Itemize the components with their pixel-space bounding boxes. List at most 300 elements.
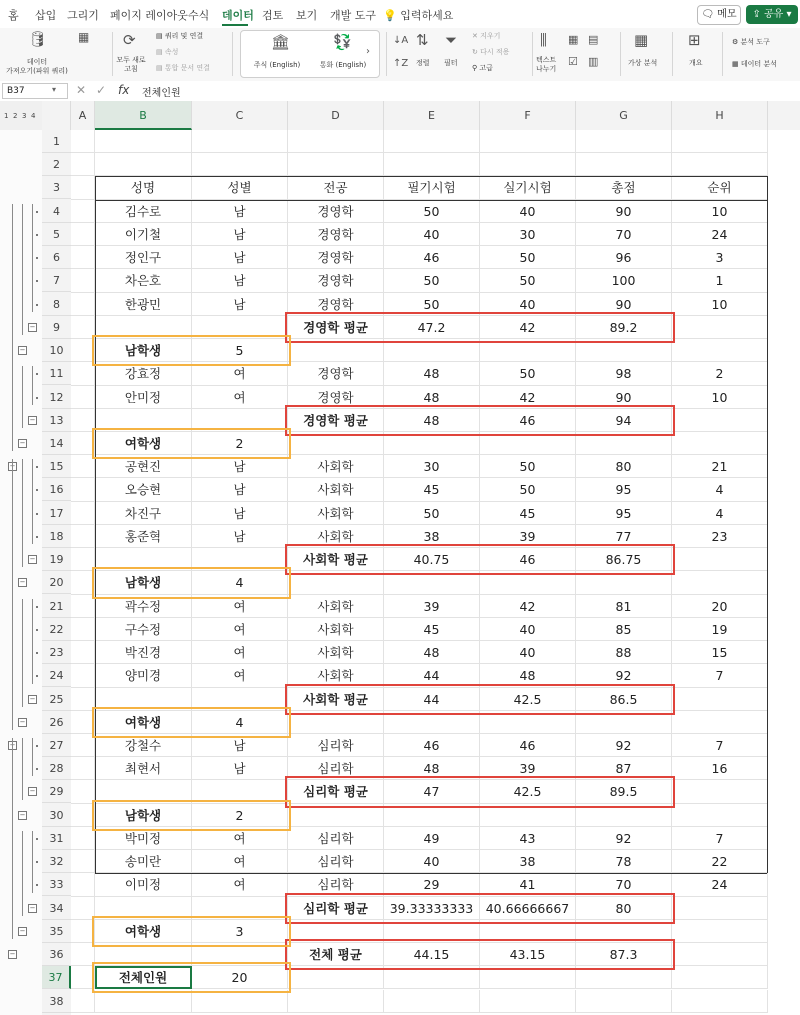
cell-f33[interactable]: 41	[480, 873, 576, 896]
cell-d5[interactable]: 경영학	[288, 223, 384, 246]
cell-d12[interactable]: 경영학	[288, 386, 384, 409]
cell-h2[interactable]	[672, 153, 768, 176]
check-icon[interactable]: ✓	[96, 83, 107, 97]
cell-b15[interactable]: 공현진	[95, 455, 192, 478]
get-data-label[interactable]: 데이터 가져오기(파워 쿼리)	[6, 58, 68, 75]
formula-input[interactable]: 전체인원	[142, 88, 181, 99]
cell-f23[interactable]: 40	[480, 641, 576, 664]
collapse-icon[interactable]: −	[19, 926, 26, 935]
cell-d2[interactable]	[288, 153, 384, 176]
menu-page-layout[interactable]: 페이지 레이아웃	[110, 9, 188, 22]
sort-za-icon[interactable]: ↑Z	[393, 58, 409, 69]
currency-icon[interactable]: 💱	[333, 33, 352, 51]
row-header[interactable]: 18	[42, 525, 71, 548]
row-header[interactable]: 27	[42, 734, 71, 757]
cell-h16[interactable]: 4	[672, 478, 768, 501]
cell-g2[interactable]	[576, 153, 672, 176]
cell-h7[interactable]: 1	[672, 269, 768, 292]
cell-c35[interactable]: 3	[192, 920, 288, 943]
cell-h10[interactable]	[672, 339, 768, 362]
row-header[interactable]: 11	[42, 362, 71, 385]
cell-c7[interactable]: 남	[192, 269, 288, 292]
cell-a28[interactable]	[71, 757, 95, 780]
cell-h14[interactable]	[672, 432, 768, 455]
cell-h29[interactable]	[672, 780, 768, 803]
collapse-icon[interactable]: −	[29, 787, 36, 796]
row-header[interactable]: 36	[42, 943, 71, 966]
collapse-icon[interactable]: −	[9, 462, 16, 471]
cell-f28[interactable]: 39	[480, 757, 576, 780]
cell-d24[interactable]: 사회학	[288, 664, 384, 687]
cell-a1[interactable]	[71, 130, 95, 153]
column-header-c[interactable]: C	[192, 101, 288, 130]
cell-h9[interactable]	[672, 316, 768, 339]
fx-icon[interactable]: fx	[118, 83, 130, 97]
cell-h37[interactable]	[672, 966, 768, 989]
sort-az-icon[interactable]: ↓A	[393, 35, 409, 46]
cell-f25[interactable]: 42.5	[480, 688, 576, 711]
cell-h6[interactable]: 3	[672, 246, 768, 269]
column-header-e[interactable]: E	[384, 101, 480, 130]
cell-c14[interactable]: 2	[192, 432, 288, 455]
cell-d33[interactable]: 심리학	[288, 873, 384, 896]
cell-f16[interactable]: 50	[480, 478, 576, 501]
outline-icon[interactable]: ⊞	[688, 31, 701, 49]
memo-button[interactable]: 🗨 메모	[697, 5, 741, 25]
cell-e38[interactable]	[384, 990, 480, 1013]
cell-d27[interactable]: 심리학	[288, 734, 384, 757]
cell-c21[interactable]: 여	[192, 595, 288, 618]
clear-filter[interactable]: ✕ 지우기	[472, 32, 501, 40]
column-header-a[interactable]: A	[71, 101, 95, 130]
collapse-icon[interactable]: −	[29, 322, 36, 331]
cell-e24[interactable]: 44	[384, 664, 480, 687]
cell-c3[interactable]: 성별	[192, 176, 288, 199]
outline-level-3[interactable]: 3	[22, 112, 27, 120]
cell-c23[interactable]: 여	[192, 641, 288, 664]
cell-d32[interactable]: 심리학	[288, 850, 384, 873]
collapse-icon[interactable]: −	[29, 415, 36, 424]
cell-d25[interactable]: 사회학 평균	[288, 688, 384, 711]
cell-g29[interactable]: 89.5	[576, 780, 672, 803]
menu-developer[interactable]: 개발 도구	[330, 9, 377, 22]
chevron-down-icon[interactable]: ▾	[52, 85, 57, 94]
cell-g9[interactable]: 89.2	[576, 316, 672, 339]
row-header[interactable]: 9	[42, 316, 71, 339]
sort-icon[interactable]: ⇅	[416, 31, 429, 49]
row-header[interactable]: 17	[42, 502, 71, 525]
column-header-h[interactable]: H	[672, 101, 768, 130]
column-header-b[interactable]: B	[95, 101, 192, 130]
cell-a17[interactable]	[71, 502, 95, 525]
cell-c6[interactable]: 남	[192, 246, 288, 269]
cell-f8[interactable]: 40	[480, 293, 576, 316]
cell-c2[interactable]	[192, 153, 288, 176]
cell-e4[interactable]: 50	[384, 200, 480, 223]
cell-e28[interactable]: 48	[384, 757, 480, 780]
collapse-icon[interactable]: −	[19, 578, 26, 587]
cell-c5[interactable]: 남	[192, 223, 288, 246]
cell-d22[interactable]: 사회학	[288, 618, 384, 641]
bank-icon[interactable]: 🏛	[271, 33, 291, 51]
cell-d11[interactable]: 경영학	[288, 362, 384, 385]
cell-f31[interactable]: 43	[480, 827, 576, 850]
cell-c1[interactable]	[192, 130, 288, 153]
cell-a4[interactable]	[71, 200, 95, 223]
cell-h34[interactable]	[672, 897, 768, 920]
cell-g36[interactable]: 87.3	[576, 943, 672, 966]
cell-h19[interactable]	[672, 548, 768, 571]
cell-b17[interactable]: 차진구	[95, 502, 192, 525]
cell-b7[interactable]: 차은호	[95, 269, 192, 292]
what-if-icon[interactable]: ▦	[634, 31, 649, 49]
cell-d21[interactable]: 사회학	[288, 595, 384, 618]
cell-h20[interactable]	[672, 571, 768, 594]
cell-h36[interactable]	[672, 943, 768, 966]
cell-e29[interactable]: 47	[384, 780, 480, 803]
row-header[interactable]: 24	[42, 664, 71, 687]
cell-g25[interactable]: 86.5	[576, 688, 672, 711]
cell-b30[interactable]: 남학생	[95, 804, 192, 827]
cell-f21[interactable]: 42	[480, 595, 576, 618]
row-header[interactable]: 8	[42, 293, 71, 316]
cell-e1[interactable]	[384, 130, 480, 153]
cell-f34[interactable]: 40.66666667	[480, 897, 576, 920]
cell-d23[interactable]: 사회학	[288, 641, 384, 664]
cell-g5[interactable]: 70	[576, 223, 672, 246]
cell-c8[interactable]: 남	[192, 293, 288, 316]
cell-d19[interactable]: 사회학 평균	[288, 548, 384, 571]
cell-g22[interactable]: 85	[576, 618, 672, 641]
cell-h5[interactable]: 24	[672, 223, 768, 246]
cell-f13[interactable]: 46	[480, 409, 576, 432]
cell-f24[interactable]: 48	[480, 664, 576, 687]
cell-h23[interactable]: 15	[672, 641, 768, 664]
cell-b16[interactable]: 오승현	[95, 478, 192, 501]
cell-b8[interactable]: 한광민	[95, 293, 192, 316]
cell-f29[interactable]: 42.5	[480, 780, 576, 803]
cell-g16[interactable]: 95	[576, 478, 672, 501]
cell-g4[interactable]: 90	[576, 200, 672, 223]
cell-g28[interactable]: 87	[576, 757, 672, 780]
cell-d31[interactable]: 심리학	[288, 827, 384, 850]
outline-level-2[interactable]: 2	[13, 112, 18, 120]
cell-d28[interactable]: 심리학	[288, 757, 384, 780]
refresh-icon[interactable]: ⟳	[123, 31, 136, 49]
cell-g34[interactable]: 80	[576, 897, 672, 920]
menu-home[interactable]: 홈	[8, 9, 19, 22]
cell-g18[interactable]: 77	[576, 525, 672, 548]
cell-e27[interactable]: 46	[384, 734, 480, 757]
cell-h35[interactable]	[672, 920, 768, 943]
cell-h12[interactable]: 10	[672, 386, 768, 409]
row-header[interactable]: 2	[42, 153, 71, 176]
cell-f18[interactable]: 39	[480, 525, 576, 548]
cell-b27[interactable]: 강철수	[95, 734, 192, 757]
cell-e2[interactable]	[384, 153, 480, 176]
text-to-columns-label[interactable]: 텍스트 나누기	[536, 56, 557, 73]
cell-b12[interactable]: 안미정	[95, 386, 192, 409]
edit-links[interactable]: ▤ 통합 문서 연결	[156, 64, 210, 72]
cell-e15[interactable]: 30	[384, 455, 480, 478]
cell-b18[interactable]: 홍준혁	[95, 525, 192, 548]
cell-c20[interactable]: 4	[192, 571, 288, 594]
cell-d34[interactable]: 심리학 평균	[288, 897, 384, 920]
cell-c11[interactable]: 여	[192, 362, 288, 385]
cell-h32[interactable]: 22	[672, 850, 768, 873]
row-header[interactable]: 20	[42, 571, 71, 594]
cell-c16[interactable]: 남	[192, 478, 288, 501]
cell-b20[interactable]: 남학생	[95, 571, 192, 594]
cell-g7[interactable]: 100	[576, 269, 672, 292]
row-header[interactable]: 7	[42, 269, 71, 292]
cell-f17[interactable]: 45	[480, 502, 576, 525]
menu-view[interactable]: 보기	[296, 9, 318, 22]
what-if-label[interactable]: 가상 분석	[628, 59, 658, 67]
share-button[interactable]: ⇪ 공유 ▾	[746, 5, 798, 24]
cell-d38[interactable]	[288, 990, 384, 1013]
cell-h4[interactable]: 10	[672, 200, 768, 223]
cell-h11[interactable]: 2	[672, 362, 768, 385]
cell-d1[interactable]	[288, 130, 384, 153]
collapse-icon[interactable]: −	[29, 555, 36, 564]
cell-c4[interactable]: 남	[192, 200, 288, 223]
cell-c30[interactable]: 2	[192, 804, 288, 827]
name-box[interactable]: B37	[2, 83, 68, 99]
cell-e18[interactable]: 38	[384, 525, 480, 548]
collapse-icon[interactable]: −	[29, 903, 36, 912]
text-to-columns-icon[interactable]: ⫼	[540, 31, 547, 49]
stocks-type[interactable]: 주식 (English)	[253, 61, 301, 69]
cell-d29[interactable]: 심리학 평균	[288, 780, 384, 803]
cell-g23[interactable]: 88	[576, 641, 672, 664]
cell-b2[interactable]	[95, 153, 192, 176]
cell-e19[interactable]: 40.75	[384, 548, 480, 571]
cell-h38[interactable]	[672, 990, 768, 1013]
cell-a5[interactable]	[71, 223, 95, 246]
row-header[interactable]: 12	[42, 386, 71, 409]
cell-a7[interactable]	[71, 269, 95, 292]
cell-g15[interactable]: 80	[576, 455, 672, 478]
queries-connections[interactable]: ▤ 쿼리 및 연결	[156, 32, 204, 40]
cell-f36[interactable]: 43.15	[480, 943, 576, 966]
cell-c24[interactable]: 여	[192, 664, 288, 687]
cell-g11[interactable]: 98	[576, 362, 672, 385]
filter-label[interactable]: 필터	[444, 59, 458, 67]
cell-c31[interactable]: 여	[192, 827, 288, 850]
row-header[interactable]: 22	[42, 618, 71, 641]
cell-e9[interactable]: 47.2	[384, 316, 480, 339]
cell-g8[interactable]: 90	[576, 293, 672, 316]
cell-h31[interactable]: 7	[672, 827, 768, 850]
cell-d6[interactable]: 경영학	[288, 246, 384, 269]
cell-c22[interactable]: 여	[192, 618, 288, 641]
cell-g32[interactable]: 78	[576, 850, 672, 873]
row-header[interactable]: 6	[42, 246, 71, 269]
cell-f7[interactable]: 50	[480, 269, 576, 292]
cell-e23[interactable]: 48	[384, 641, 480, 664]
cell-b24[interactable]: 양미경	[95, 664, 192, 687]
column-header-g[interactable]: G	[576, 101, 672, 130]
cell-h30[interactable]	[672, 804, 768, 827]
row-header[interactable]: 28	[42, 757, 71, 780]
tell-me-box[interactable]: 💡 입력하세요	[383, 9, 454, 22]
cell-b22[interactable]: 구수정	[95, 618, 192, 641]
cell-d9[interactable]: 경영학 평균	[288, 316, 384, 339]
cell-d15[interactable]: 사회학	[288, 455, 384, 478]
collapse-icon[interactable]: −	[9, 950, 16, 959]
row-header[interactable]: 32	[42, 850, 71, 873]
cell-g31[interactable]: 92	[576, 827, 672, 850]
chevron-right-icon[interactable]: ›	[366, 46, 370, 57]
cell-g12[interactable]: 90	[576, 386, 672, 409]
cell-c10[interactable]: 5	[192, 339, 288, 362]
cell-e7[interactable]: 50	[384, 269, 480, 292]
cell-d8[interactable]: 경영학	[288, 293, 384, 316]
collapse-icon[interactable]: −	[29, 694, 36, 703]
sort-label[interactable]: 정렬	[416, 59, 430, 67]
row-header[interactable]: 26	[42, 711, 71, 734]
row-header[interactable]: 21	[42, 595, 71, 618]
cell-g6[interactable]: 96	[576, 246, 672, 269]
cell-h28[interactable]: 16	[672, 757, 768, 780]
cell-c28[interactable]: 남	[192, 757, 288, 780]
row-header[interactable]: 16	[42, 478, 71, 501]
cell-b35[interactable]: 여학생	[95, 920, 192, 943]
row-header[interactable]: 33	[42, 873, 71, 896]
column-header-d[interactable]: D	[288, 101, 384, 130]
cell-d4[interactable]: 경영학	[288, 200, 384, 223]
row-header[interactable]: 19	[42, 548, 71, 571]
cell-c32[interactable]: 여	[192, 850, 288, 873]
cell-e25[interactable]: 44	[384, 688, 480, 711]
database-icon[interactable]: 🛢	[28, 30, 48, 48]
cell-b3[interactable]: 성명	[95, 176, 192, 199]
row-header[interactable]: 15	[42, 455, 71, 478]
cell-g1[interactable]	[576, 130, 672, 153]
menu-data[interactable]: 데이터	[222, 9, 254, 22]
cell-e31[interactable]: 49	[384, 827, 480, 850]
cell-h8[interactable]: 10	[672, 293, 768, 316]
cell-g19[interactable]: 86.75	[576, 548, 672, 571]
row-header[interactable]: 37	[42, 966, 71, 989]
cell-f11[interactable]: 50	[480, 362, 576, 385]
outline-level-4[interactable]: 4	[31, 112, 36, 120]
table-icon[interactable]: ▦	[78, 30, 90, 44]
refresh-all-label[interactable]: 모두 새로 고침	[116, 56, 146, 73]
cell-a3[interactable]	[71, 176, 95, 199]
cell-e11[interactable]: 48	[384, 362, 480, 385]
menu-draw[interactable]: 그리기	[67, 9, 99, 22]
outline-level-1[interactable]: 1	[4, 112, 9, 120]
collapse-icon[interactable]: −	[19, 346, 26, 355]
reapply-filter[interactable]: ↻ 다시 적용	[472, 48, 510, 56]
cell-e13[interactable]: 48	[384, 409, 480, 432]
cell-a16[interactable]	[71, 478, 95, 501]
outline-label[interactable]: 개요	[689, 59, 703, 67]
cell-e34[interactable]: 39.33333333	[384, 897, 480, 920]
cell-g38[interactable]	[576, 990, 672, 1013]
row-header[interactable]: 31	[42, 827, 71, 850]
advanced-filter[interactable]: ⚲ 고급	[472, 64, 493, 72]
row-header[interactable]: 1	[42, 130, 71, 153]
cancel-icon[interactable]: ✕	[76, 83, 87, 97]
menu-review[interactable]: 검토	[262, 9, 284, 22]
cell-h25[interactable]	[672, 688, 768, 711]
cell-b33[interactable]: 이미정	[95, 873, 192, 896]
cell-d17[interactable]: 사회학	[288, 502, 384, 525]
cell-a8[interactable]	[71, 293, 95, 316]
cell-a33[interactable]	[71, 873, 95, 896]
cell-h21[interactable]: 20	[672, 595, 768, 618]
row-header[interactable]: 5	[42, 223, 71, 246]
cell-b1[interactable]	[95, 130, 192, 153]
cell-b21[interactable]: 곽수정	[95, 595, 192, 618]
cell-b31[interactable]: 박미정	[95, 827, 192, 850]
row-header[interactable]: 38	[42, 990, 71, 1013]
cell-c17[interactable]: 남	[192, 502, 288, 525]
row-header[interactable]: 13	[42, 409, 71, 432]
cell-b6[interactable]: 정인구	[95, 246, 192, 269]
cell-b23[interactable]: 박진경	[95, 641, 192, 664]
cell-b37[interactable]: 전체인원	[95, 966, 192, 989]
cell-f27[interactable]: 46	[480, 734, 576, 757]
cell-a22[interactable]	[71, 618, 95, 641]
cell-h26[interactable]	[672, 711, 768, 734]
cell-d7[interactable]: 경영학	[288, 269, 384, 292]
row-header[interactable]: 25	[42, 688, 71, 711]
cell-f9[interactable]: 42	[480, 316, 576, 339]
cell-g24[interactable]: 92	[576, 664, 672, 687]
cell-b11[interactable]: 강효정	[95, 362, 192, 385]
currency-type[interactable]: 통화 (English)	[319, 61, 367, 69]
cell-e22[interactable]: 45	[384, 618, 480, 641]
cell-e36[interactable]: 44.15	[384, 943, 480, 966]
row-header[interactable]: 29	[42, 780, 71, 803]
cell-g27[interactable]: 92	[576, 734, 672, 757]
cell-e16[interactable]: 45	[384, 478, 480, 501]
collapse-icon[interactable]: −	[19, 810, 26, 819]
row-header[interactable]: 4	[42, 200, 71, 223]
cell-h3[interactable]: 순위	[672, 176, 768, 199]
cell-b10[interactable]: 남학생	[95, 339, 192, 362]
filter-icon[interactable]: ⏷	[445, 31, 458, 49]
row-header[interactable]: 35	[42, 920, 71, 943]
cell-f5[interactable]: 30	[480, 223, 576, 246]
data-analysis[interactable]: ▦ 데이터 분석	[732, 60, 777, 68]
cell-d16[interactable]: 사회학	[288, 478, 384, 501]
cell-a24[interactable]	[71, 664, 95, 687]
row-header[interactable]: 34	[42, 897, 71, 920]
cell-c33[interactable]: 여	[192, 873, 288, 896]
cell-h24[interactable]: 7	[672, 664, 768, 687]
cell-d36[interactable]: 전체 평균	[288, 943, 384, 966]
cell-f1[interactable]	[480, 130, 576, 153]
cell-f15[interactable]: 50	[480, 455, 576, 478]
cell-a12[interactable]	[71, 386, 95, 409]
worksheet-grid[interactable]	[71, 130, 800, 1015]
cell-b14[interactable]: 여학생	[95, 432, 192, 455]
cell-g33[interactable]: 70	[576, 873, 672, 896]
cell-h1[interactable]	[672, 130, 768, 153]
cell-f2[interactable]	[480, 153, 576, 176]
cell-c12[interactable]: 여	[192, 386, 288, 409]
cell-h33[interactable]: 24	[672, 873, 768, 896]
cell-a32[interactable]	[71, 850, 95, 873]
cell-e17[interactable]: 50	[384, 502, 480, 525]
cell-b5[interactable]: 이기철	[95, 223, 192, 246]
analysis-tools[interactable]: ⚙ 분석 도구	[732, 38, 770, 46]
